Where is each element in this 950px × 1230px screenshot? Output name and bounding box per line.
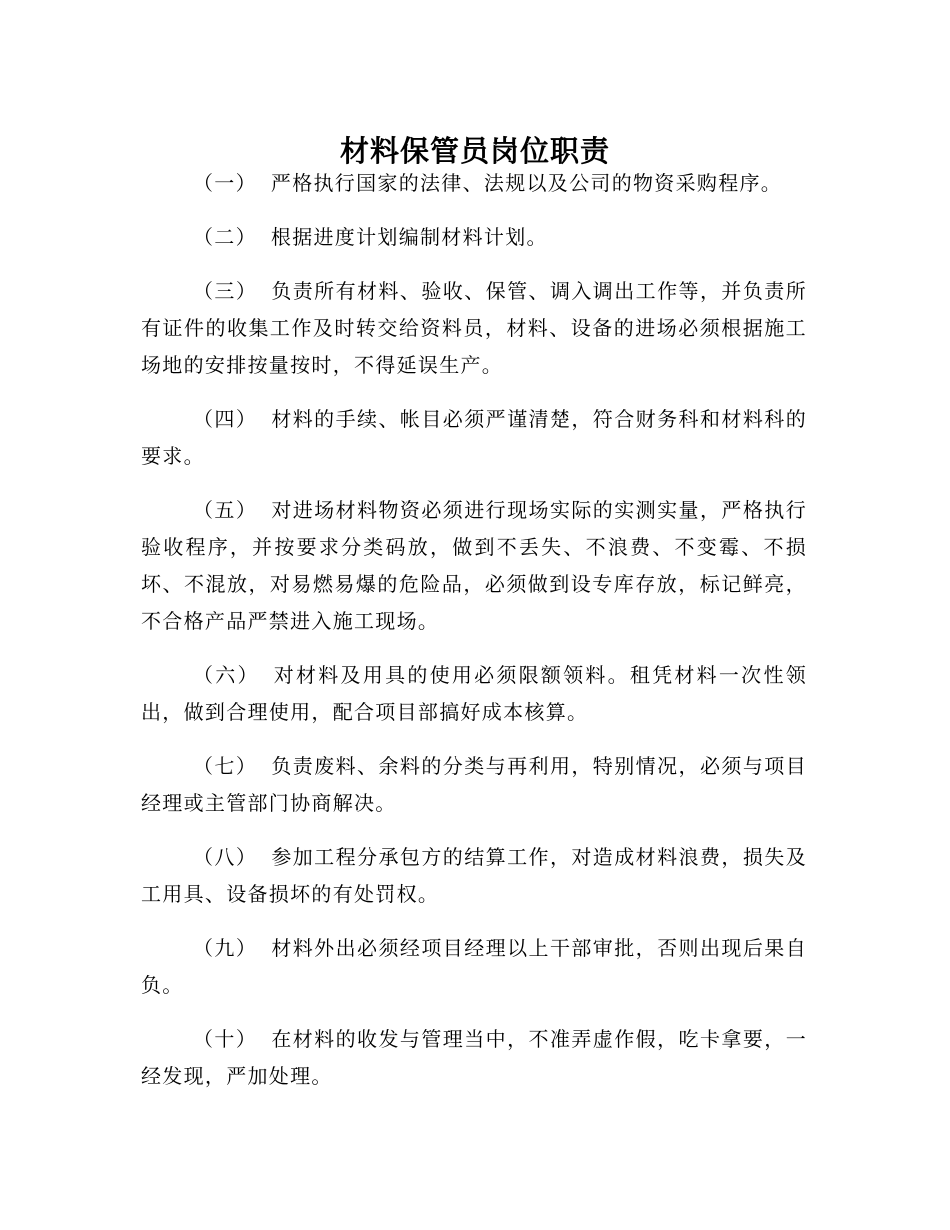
item-number: （一） xyxy=(193,171,257,195)
duty-item-3 xyxy=(141,273,807,384)
item-text: 对材料及用具的使用必须限额领料。租凭材料一次性领出，做到合理使用，配合项目部搞好成本核算。 xyxy=(141,663,807,724)
item-number: （二） xyxy=(193,225,257,249)
duty-item-2 xyxy=(141,219,807,256)
item-number: （七） xyxy=(193,754,258,778)
duty-item-6 xyxy=(141,657,807,731)
document-body xyxy=(141,165,807,1112)
item-text: 负责所有材料、验收、保管、调入调出工作等，并负责所有证件的收集工作及时转交给资料员，材料、设备的进场必须根据施工场地的安排按量按时，不得延误生产。 xyxy=(141,279,808,377)
duty-item-4 xyxy=(141,401,807,475)
duty-item-10 xyxy=(141,1021,807,1095)
item-number: （十） xyxy=(193,1027,258,1051)
item-text: 参加工程分承包方的结算工作，对造成材料浪费，损失及工用具、设备损坏的有处罚权。 xyxy=(141,845,808,906)
item-number: （四） xyxy=(193,407,258,431)
duty-item-9 xyxy=(141,930,807,1004)
item-number: （九） xyxy=(193,936,258,960)
item-text: 在材料的收发与管理当中，不准弄虚作假，吃卡拿要，一经发现，严加处理。 xyxy=(141,1027,808,1088)
item-number: （五） xyxy=(193,498,258,522)
duty-item-7 xyxy=(141,748,807,822)
item-text: 根据进度计划编制材料计划。 xyxy=(270,225,548,249)
document-title: 材料保管员岗位职责 xyxy=(339,134,610,169)
item-number: （八） xyxy=(193,845,258,869)
item-text: 材料的手续、帐目必须严谨清楚，符合财务科和材料科的要求。 xyxy=(141,407,808,468)
item-text: 严格执行国家的法律、法规以及公司的物资采购程序。 xyxy=(270,171,783,195)
duty-item-5 xyxy=(141,492,807,640)
duty-item-8 xyxy=(141,839,807,913)
item-number: （六） xyxy=(193,663,260,687)
duty-item-1 xyxy=(141,165,807,202)
item-number: （三） xyxy=(193,279,258,303)
item-text: 对进场材料物资必须进行现场实际的实测实量，严格执行验收程序，并按要求分类码放，做到不丢失、不浪费、不变霉、不损坏、不混放，对易燃易爆的危险品，必须做到设专库存放，标记鲜亮，不合格产品严禁进入施工现场。 xyxy=(141,498,808,633)
item-text: 负责废料、余料的分类与再利用，特别情况，必须与项目经理或主管部门协商解决。 xyxy=(141,754,808,815)
item-text: 材料外出必须经项目经理以上干部审批，否则出现后果自负。 xyxy=(141,936,808,997)
